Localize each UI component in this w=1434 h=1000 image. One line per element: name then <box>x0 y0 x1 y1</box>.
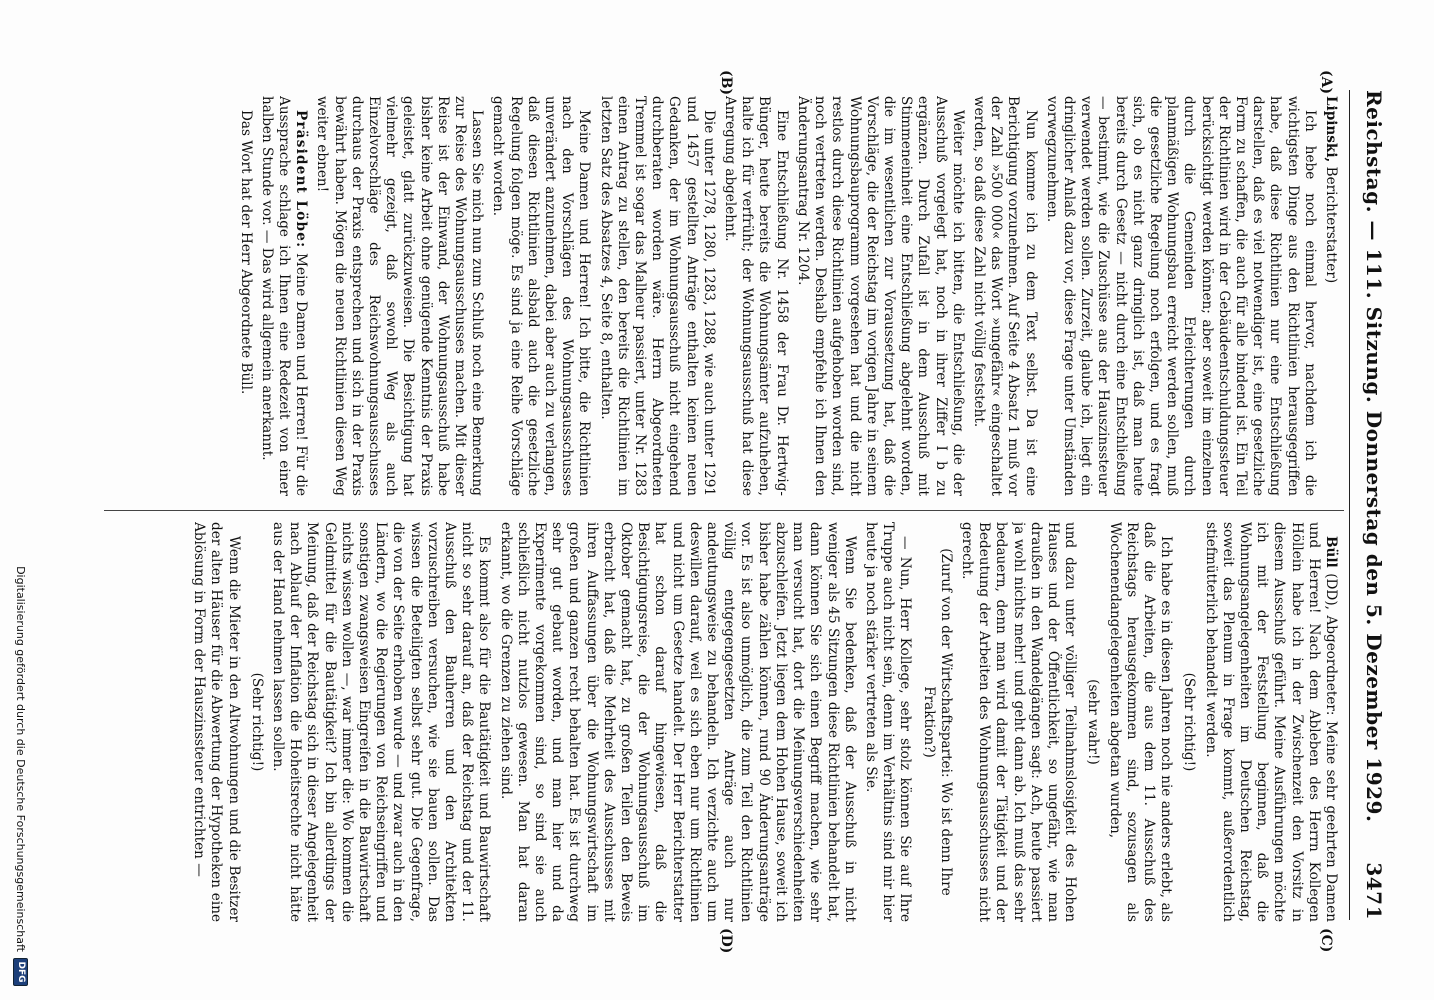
speaker-paragraph <box>1201 522 1339 922</box>
interjection: (Zuruf von der Wirtschaftspartei: Wo ist denn Ihre Fraktion?) <box>920 548 954 896</box>
interjection: (Sehr richtig!) <box>248 672 265 772</box>
closing-line: Das Wort hat der Herr Abgeordnete Büll. <box>237 110 254 395</box>
page-number: 3471 <box>1362 862 1386 920</box>
margin-marker-b: (B) <box>718 70 734 96</box>
page-header <box>1354 90 1394 920</box>
speaker-party: (DD), Abgeordneter: <box>1323 573 1339 716</box>
paragraph: Die unter 1278, 1280, 1283, 1288, wie auch unter 1291 und 1457 gestellten Anträge enthalten keinen neuen Gedanken, der im Wohnungsausschuß nicht eingehend durchberaten worden wäre. Herrn Abgeordneten Tremmel ist sogar das Malheur passiert, unter Nr. 1283 einen Antrag zu stellen, den bereits die Richtlinien im letzten Satz des Absatzes 4, Seite 8, enthalten. <box>597 96 717 496</box>
paragraph: Meine Damen und Herren! Ich bitte, die Richtlinien nach den Vorschlägen des Wohnungsausschusses unverändert anzunehmen, dabei aber auch zu verlangen, daß diesen Richtlinien alsbald auch die gesetzliche Regelung folgen möge. Es sind ja eine Reihe Vorschläge gemacht worden. <box>490 96 593 496</box>
speaker-name: Büll <box>1323 536 1339 568</box>
column-divider <box>104 510 1344 511</box>
president-name: Präsident Löbe: <box>293 110 310 249</box>
header-title: Reichstag. — 111. Sitzung. Donnerstag den 5. Dezember 1929. <box>1362 90 1386 823</box>
speaker-line <box>1322 96 1339 496</box>
paragraph: Wenn Sie bedenken, daß der Ausschuß in nicht weniger als 45 Sitzungen diese Richtlinien behandelt hat, dann können Sie sich einen Begriff machen, wie sehr man versucht hat, dort die Meinungsverschiedenheiten abzuschleifen. Jetzt liegen dem Hohen Hause, soweit ich bisher habe zählen können, rund 90 Änderungsanträge vor. Es ist also unmöglich, die zum Teil den Richtlinien völlig entgegengesetzten Anträge auch nur andeutungsweise zu behandeln. Ich verzichte auch um deswillen darauf, weil es sich eben nur um Richtlinien und nicht um Gesetze handelt. Der Herr Berichterstatter hat schon darauf hingewiesen, daß die Besichtigungsreise, die der Wohnungsausschuß im Oktober gemacht hat, zu großen Teilen den Beweis erbracht hat, daß die Mehrheit des Ausschusses mit ihren Auffassungen über die Wohnungswirtschaft im großen und ganzen recht behalten hat. Es ist durchweg sehr gut gebaut worden, und man hier und da Experimente vorgekommen sind, so sind sie auch schließlich nicht nutzlos gewesen. Man hat daran erkannt, wo die Grenzen zu ziehen sind. <box>497 522 858 922</box>
paragraph: Lassen Sie mich nun zum Schluß noch eine Bemerkung zur Reise des Wohnungsausschusses machen. Mit dieser Reise ist der Einwand, der Wohnungsausschuß habe bisher keine Arbeit ohne genügende Kenntnis der Praxis geleistet, glatt zurückzuweisen. Die Besichtigung hat vielmehr gezeigt, daß sowohl Weg als auch Einzelvorschläge des Reichswohnungsausschusses durchaus der Praxis entsprechen und sich in der Praxis bewährt haben. Mögen die neuen Richtlinien diesen Weg weiter ebnen! <box>314 96 486 496</box>
paragraph: — Nun, Herr Kollege, sehr stolz können Sie auf Ihre Truppe auch nicht sein, denn im Verhältnis sind mir hier heute ja noch stärker vertreten als Sie. <box>862 522 914 922</box>
speaker-name: Lipinski, <box>1323 96 1339 163</box>
paragraph: und dazu unter völliger Teilnahmslosigkeit des Hohen Hauses und der Öffentlichkeit, so ungefähr, wie man draußen in den Wandelgängen sagt: Ach, heute passiert ja wohl nichts mehr! und geht dann ab. Ich muß das sehr bedauern, denn man wird damit der Tätigkeit und der Bedeutung der Arbeiten des Wohnungsausschusses nicht gerecht. <box>958 522 1079 922</box>
paragraph: Es kommt also für die Bautätigkeit und Bauwirtschaft nicht so sehr darauf an, daß der Reichstag und der 11. Ausschuß den Bauherren und den Architekten vorzuschreiben versuchen, wie sie bauen sollen. Das wissen die Beteiligten selbst sehr gut. Die Gegenfrage, die von der Seite erhoben wurde — und zwar auch in den Ländern, wo die Regierungen von Reichseingriffen und sonstigen zwangsweisen Eingreifen in die Bauwirtschaft nichts wissen wollen —, war immer die: Wo kommen die Geldmittel für die Bautätigkeit? Ich bin allerdings der Meinung, daß der Reichstag sich in dieser Angelegenheit nach Ablauf der Inflation die Hoheitsrechte nicht hätte aus der Hand nehmen lassen sollen. <box>270 522 493 922</box>
paragraph: Wenn die Mieter in den Altwohnungen und die Besitzer der alten Häuser für die Abwertung der Hypotheken eine Ablösung in Form der Hauszinssteuer entrichten — <box>191 522 242 922</box>
interjection: (sehr wahr!) <box>1085 679 1102 765</box>
paragraph: Weiter möchte ich bitten, die Entschließung, die der Ausschuß vorgelegt hat, noch in ihrer Ziffer I b zu ergänzen. Durch Zufall ist in dem Ausschuß mit Stimmeneinheit eine Entschließung abgelehnt worden, die im wesentlichen zur Voraussetzung hat, daß die Vorschläge, die der Reichstag im vorigen Jahre in seinem Wohnungsbauprogramm vorgesehen hat und die nicht restlos durch diese Richtlinien aufgehoben worden sind, noch vertreten werden. Deshalb empfehle ich Ihnen den Änderungsantrag Nr. 1204. <box>794 96 966 496</box>
margin-marker-d: (D) <box>718 928 734 954</box>
president-paragraph <box>258 96 310 496</box>
header-rule <box>1349 90 1350 920</box>
digitization-footer <box>8 0 34 1000</box>
left-column <box>109 96 1339 496</box>
dfg-logo-icon: DFG <box>14 958 29 986</box>
paragraph: Ich habe es in diesen Jahren noch nie anders erlebt, als daß die Arbeiten, die aus dem 11. Ausschuß des Reichstags herausgekommen sind, sozusagen als Wochenendangelegenheiten abgetan wurden, <box>1106 522 1175 922</box>
right-column <box>109 522 1339 922</box>
speaker-text: Meine sehr geehrten Damen und Herren! Nach dem Ableben des Herrn Kollegen Höllein habe ich in der Zwischenzeit den Vorsitz in diesem Ausschuß geführt. Meine Ausführungen möchte ich mit der Feststellung beginnen, daß die Wohnungsangelegenheiten im Deutschen Reichstag, soweit das Plenum in Frage kommt, außerordentlich stiefmütterlich behandelt werden. <box>1202 522 1339 922</box>
paragraph: Nun komme ich zu dem Text selbst. Da ist eine Berichtigung vorzunehmen. Auf Seite 4 Absatz 1 muß vor der Zahl »500 000« das Wort »ungefähr« eingeschaltet werden, so daß diese Zahl nicht völlig feststeht. <box>970 96 1039 496</box>
footer-text: Digitalisierung gefördert durch die Deutsche Forschungsgemeinschaft <box>14 566 28 952</box>
margin-marker-a: (A) <box>1318 70 1334 95</box>
margin-marker-c: (C) <box>1318 928 1334 953</box>
president-text: Meine Damen und Herren! Für die Aussprache schlage ich Ihnen eine Redezeit von einer halben Stunde vor. — Das wird allgemein anerkannt. <box>258 96 310 496</box>
paragraph: Ich hebe noch einmal hervor, nachdem ich die wichtigsten Dinge aus den Richtlinien herausgegriffen habe, daß diese Richtlinien nur eine Entschließung darstellen, daß es viel notwendiger ist, eine gesetzliche Form zu schaffen, die auch für alle bindend ist. Ein Teil der Richtlinien wird in der Gebäudeentschuldungssteuer berücksichtigt werden können; aber soweit im einzelnen durch die Gemeinden Erleichterungen durch planmäßigen Wohnungsbau erreicht werden sollen, muß die gesetzliche Regelung noch erfolgen, und es fragt sich, ob es nicht ganz dringlich ist, daß man heute bereits durch Gesetz — nicht durch eine Entschließung — bestimmt, wie die Zuschüsse aus der Hauszinssteuer verwendet werden sollen. Zurzeit, glaube ich, liegt ein dringlicher Anlaß dazu vor, diese Frage unter Umständen vorwegzunehmen. <box>1043 96 1318 496</box>
paragraph: Eine Entschließung Nr. 1458 der Frau Dr. Hertwig-Bünger, heute bereits die Wohnungsämter aufzuheben, halte ich für verfrüht; der Wohnungsausschuß hat diese Anregung abgelehnt. <box>722 96 790 496</box>
speaker-role: Berichterstatter) <box>1323 166 1339 284</box>
interjection: (Sehr richtig!) <box>1181 672 1198 772</box>
